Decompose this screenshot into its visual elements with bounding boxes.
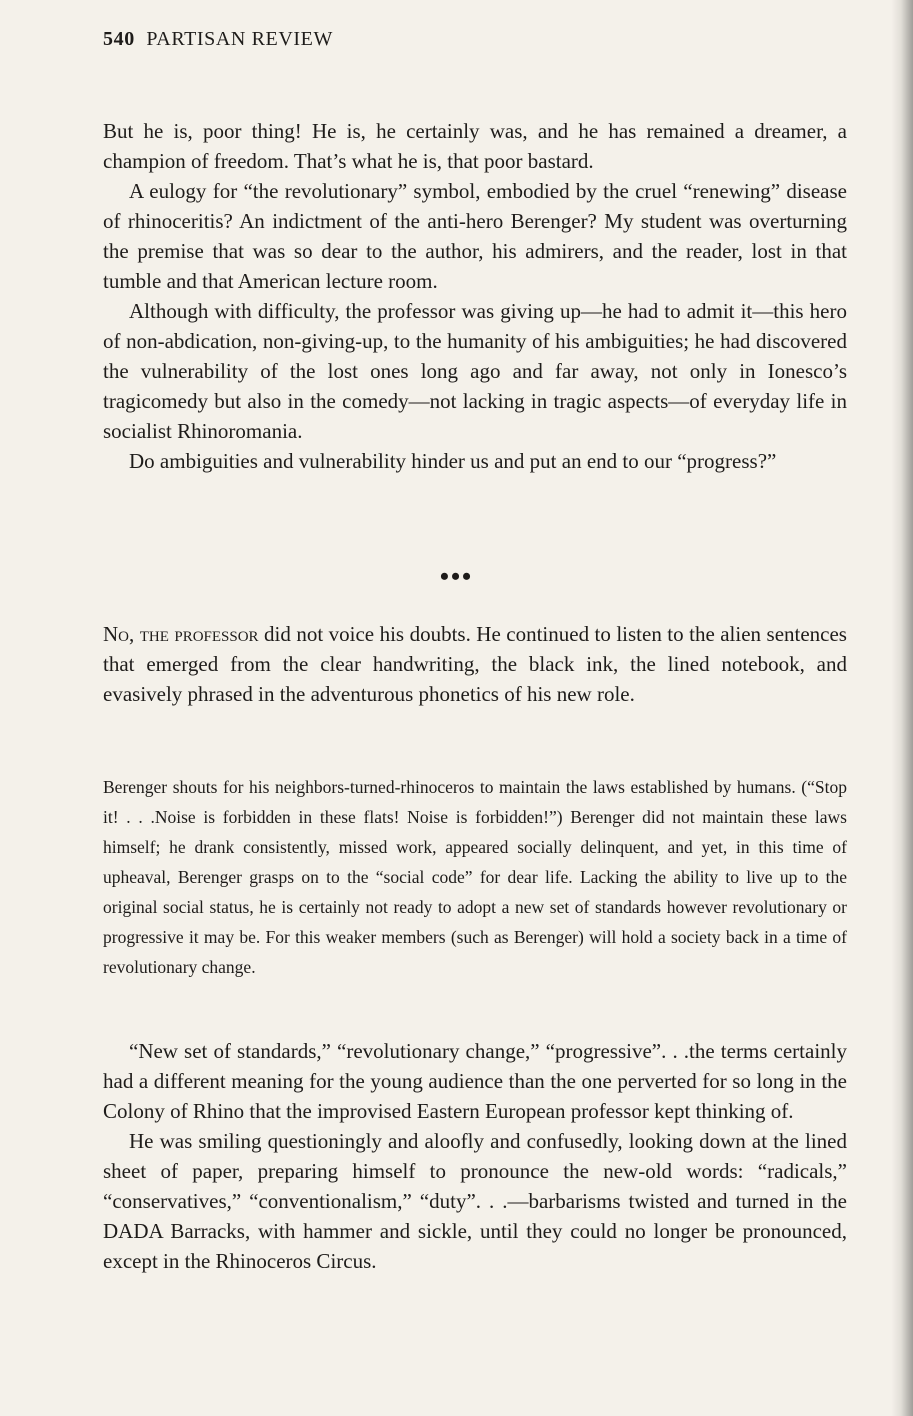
paragraph — [103, 619, 847, 709]
page-number: 540 — [103, 28, 135, 50]
journal-title: PARTISAN REVIEW — [146, 28, 333, 50]
paragraph: But he is, poor thing! He is, he certainly was, and he has remained a dreamer, a champion of freedom. That’s what he is, that poor bastard. — [103, 119, 847, 173]
section-one — [103, 116, 847, 476]
paragraph: A eulogy for “the revolutionary” symbol, embodied by the cruel “renewing” disease of rhinoceritis? An indictment of the anti-hero Berenger? My student was overturning the premise that was so dear to the author, his admirers, and the reader, lost in that tumble and that American lecture room. — [103, 179, 847, 293]
paragraph: Although with difficulty, the professor was giving up—he had to admit it—this hero of non-abdication, non-giving-up, to the humanity of his ambiguities; he had discovered the vulnerability of the lost ones long ago and far away, not only in Ionesco’s tragicomedy but also in the comedy—not lacking in tragic aspects—of everyday life in socialist Rhinoromania. — [103, 299, 847, 443]
paragraph: Do ambiguities and vulnerability hinder us and put an end to our “progress?” — [129, 449, 777, 473]
paragraph: “New set of standards,” “revolutionary change,” “progressive”. . .the terms certainly had a different meaning for the young audience than the one perverted for so long in the Colony of Rhino that the improvised Eastern European professor kept thinking of. — [103, 1039, 847, 1123]
block-quote: Berenger shouts for his neighbors-turned-rhinoceros to maintain the laws established by humans. (“Stop it! . . .Noise is forbidden in these flats! Noise is forbidden!”) Berenger did not maintain these laws himself; he drank consistently, missed work, appeared socially delinquent, and yet, in this time of upheaval, Berenger grasps on to the “social code” for dear life. Lacking the ability to live up to the original social status, he is certainly not ready to adopt a new set of standards however revolutionary or progressive it may be. For this weaker members (such as Berenger) will hold a society back in a time of revolutionary change. — [103, 777, 847, 977]
page-edge-shadow — [891, 0, 913, 1416]
section-two — [103, 619, 847, 709]
running-head — [103, 28, 333, 51]
paragraph-text: did not voice his doubts. He continued to listen to the alien sentences that emerged from the clear handwriting, the black ink, the lined notebook, and evasively phrased in the adventurous phonetics of his new role. — [103, 622, 847, 706]
paragraph: He was smiling questioningly and aloofly and confusedly, looking down at the lined sheet of paper, preparing himself to pronounce the new-old words: “radicals,” “conservatives,” “conventionalism,” “duty”. . .—barbarisms twisted and turned in the DADA Barracks, with hammer and sickle, until they could no longer be pronounced, except in the Rhinoceros Circus. — [103, 1129, 847, 1273]
section-three — [103, 1036, 847, 1276]
section-divider: ••• — [439, 562, 474, 591]
lead-in-small-caps: No, the professor — [103, 622, 259, 646]
